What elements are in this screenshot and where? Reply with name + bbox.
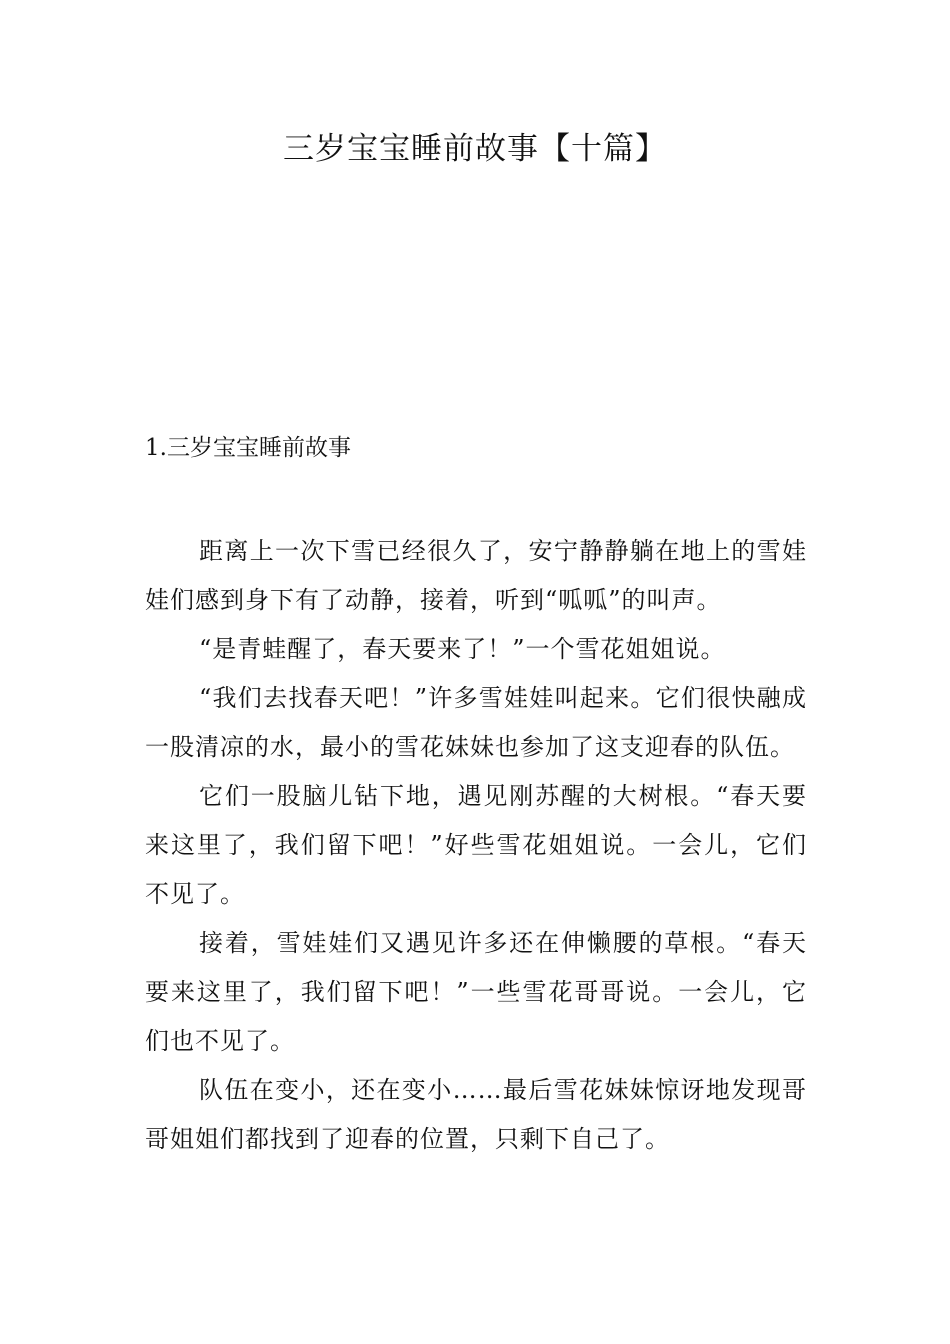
document-title: 三岁宝宝睡前故事【十篇】 [283,131,667,167]
story-paragraph: “我们去找春天吧！”许多雪娃娃叫起来。它们很快融成一股清凉的水，最小的雪花妹妹也参加了这支迎春的队伍。 [145,684,807,761]
story-body [145,527,807,1164]
story-paragraph: “是青蛙醒了，春天要来了！”一个雪花姐姐说。 [199,635,726,663]
story-paragraph: 队伍在变小，还在变小……最后雪花妹妹惊讶地发现哥哥姐姐们都找到了迎春的位置，只剩下自己了。 [145,1076,807,1153]
section-heading: 1.三岁宝宝睡前故事 [145,435,351,461]
story-paragraph: 接着，雪娃娃们又遇见许多还在伸懒腰的草根。“春天要来这里了，我们留下吧！”一些雪花哥哥说。一会儿，它们也不见了。 [145,929,807,1055]
story-paragraph: 距离上一次下雪已经很久了，安宁静静躺在地上的雪娃娃们感到身下有了动静，接着，听到“呱呱”的叫声。 [145,537,807,614]
story-paragraph: 它们一股脑儿钻下地，遇见刚苏醒的大树根。“春天要来这里了，我们留下吧！”好些雪花姐姐说。一会儿，它们不见了。 [145,782,807,908]
